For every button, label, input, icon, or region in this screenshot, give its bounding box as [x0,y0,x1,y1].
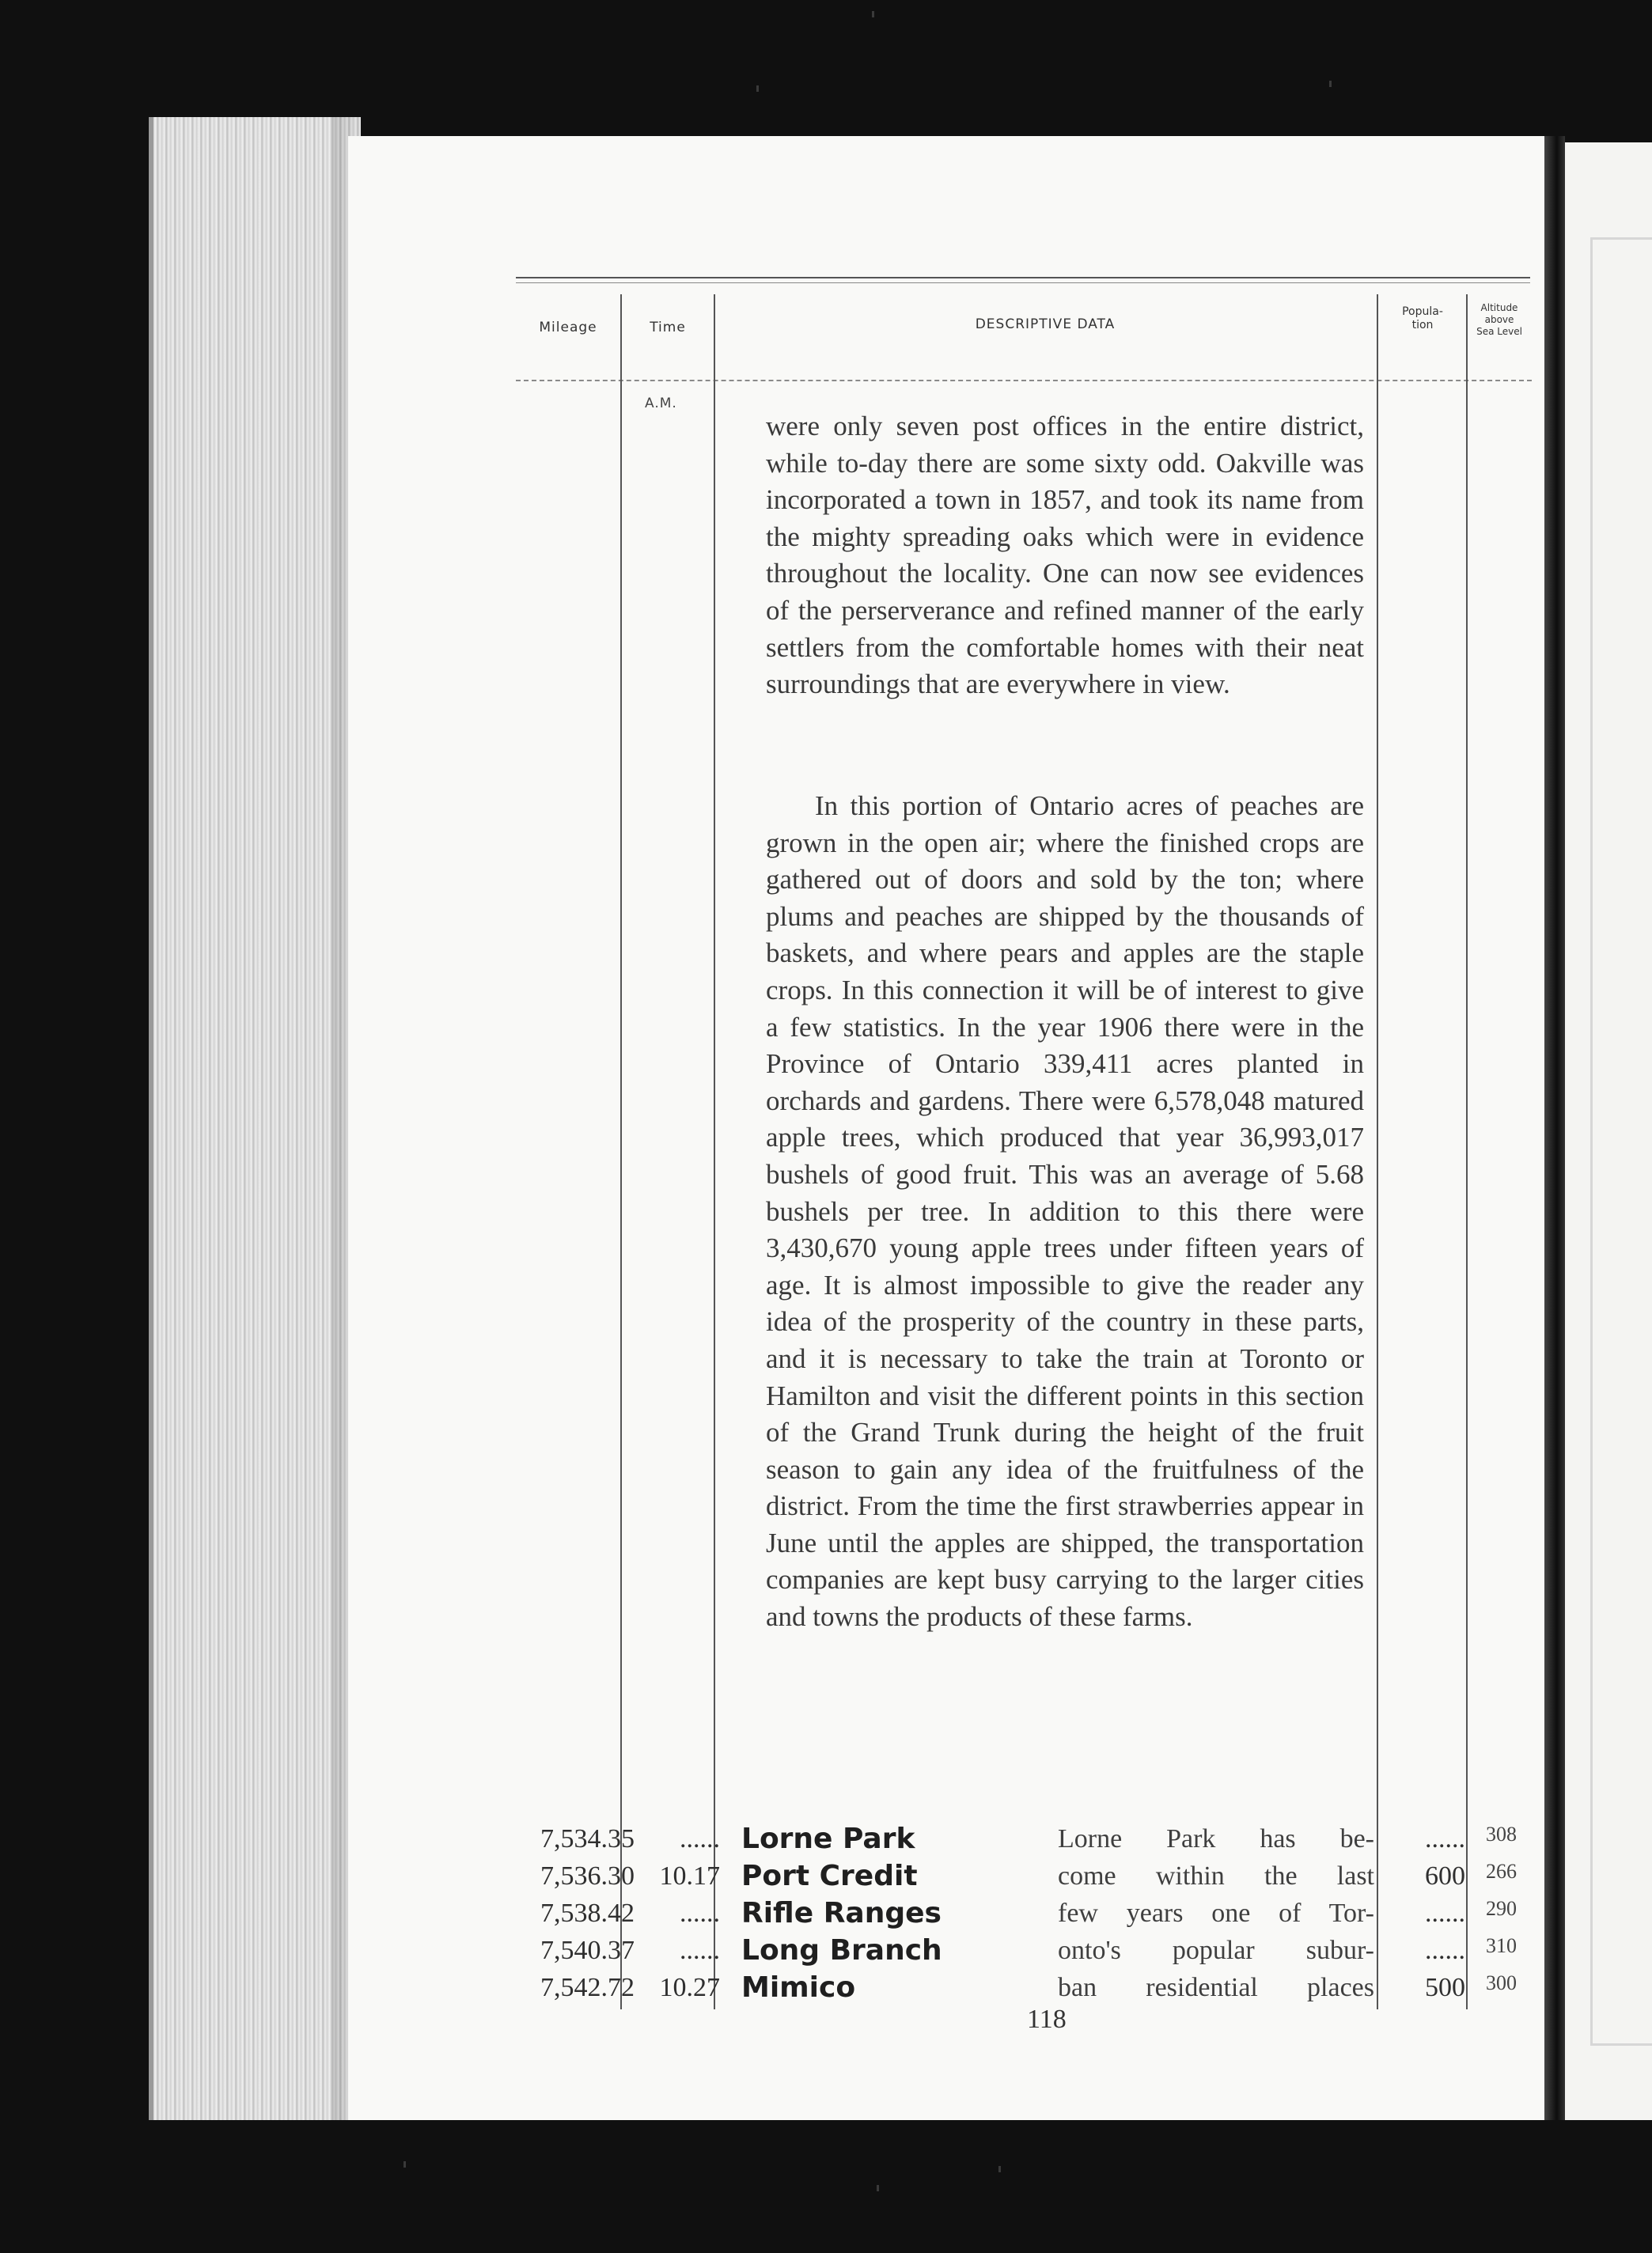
header-top-rule-thin [516,282,1530,283]
station-population: 600 [1425,1861,1465,1891]
station-time: 10.17 [659,1861,720,1891]
station-mileage: 7,542.72 [540,1973,635,2002]
column-rule-mileage-time [620,294,622,2009]
station-mileage: 7,534.35 [540,1824,635,1854]
station-row [0,1824,1551,1859]
facing-page-border [1590,237,1652,2046]
station-description: Lorne Park has be- [1058,1824,1374,1854]
station-name: Port Credit [741,1860,918,1892]
station-row [0,1936,1551,1971]
station-row [0,1861,1551,1896]
station-name: Lorne Park [741,1823,915,1855]
station-description: ban residential places [1058,1973,1374,2002]
description-paragraph: were only seven post offices in the entire district, while to-day there are some sixty odd. Oakville was incorporated a town in 1857, and took its name from the mighty spreading oaks which were in evidence throughout the locality. One can now see evidences of the perserverance and refined manner of the early settlers from the comfortable homes with their neat surroundings that are everywhere in view. [766,411,1364,700]
station-altitude: 310 [1486,1934,1517,1957]
book-gutter [1544,136,1565,2120]
header-altitude-line2: above [1484,314,1514,325]
station-description: few years one of Tor- [1058,1899,1374,1928]
header-altitude-line3: Sea Level [1476,326,1522,337]
description-paragraph: In this portion of Ontario acres of peaches are grown in the open air; where the finished crops are gathered out of doors and sold by the ton; where plums and peaches are shipped by the thousands of baskets, and where pears and apples are the staple crops. In this connection it will be of interest to give a few statistics. In the year 1906 there were in the Province of Ontario 339,411 acres planted in orchards and gardens. There were 6,578,048 matured apple trees, which produced that year 36,993,017 bushels of good fruit. This was an average of 5.68 bushels per tree. In addition to this there were 3,430,670 young apple trees under fifteen years of age. It is almost impossible to give the reader any idea of the prosperity of the country in these parts, and it is necessary to take the train at Toronto or Hamilton and visit the different points in this section of the Grand Trunk during the height of the fruit season to gain any idea of the fruitfulness of the district. From the time the first strawberries appear in June until the apples are shipped, the transportation companies are kept busy carrying to the larger cities and towns the products of these farms. [766,790,1364,1633]
station-mileage: 7,538.42 [540,1899,635,1928]
station-mileage: 7,536.30 [540,1861,635,1891]
column-rule-time-description [714,294,715,2009]
background-speck [756,85,759,92]
station-time: ...... [680,1899,720,1928]
background-speck [872,11,874,17]
station-name: Mimico [741,1971,856,2004]
station-altitude: 300 [1486,1971,1517,1994]
station-time: ...... [680,1824,720,1854]
station-population: ...... [1425,1824,1465,1854]
station-mileage: 7,540.37 [540,1936,635,1965]
header-mileage: Mileage [539,320,597,335]
header-bottom-rule [516,380,1532,381]
station-altitude: 290 [1486,1897,1517,1920]
station-time: 10.27 [659,1973,720,2002]
station-population: ...... [1425,1936,1465,1965]
station-name: Long Branch [741,1934,942,1967]
station-time: ...... [680,1936,720,1965]
column-rule-population-altitude [1466,294,1468,2009]
station-row [0,1973,1551,2008]
station-name: Rifle Ranges [741,1897,942,1929]
background-speck [1329,81,1332,87]
header-altitude-line1: Altitude [1480,302,1518,313]
header-top-rule [516,277,1530,278]
station-altitude: 266 [1486,1860,1517,1883]
header-population [1381,305,1464,332]
station-row [0,1899,1551,1933]
column-rule-description-population [1377,294,1378,2009]
background-speck [998,2166,1001,2172]
station-population: ...... [1425,1899,1465,1928]
page-stack-edge [149,117,361,2120]
page-number: 118 [1027,2005,1067,2034]
header-population-line2: tion [1411,319,1434,331]
station-description: come within the last [1058,1861,1374,1891]
header-time: Time [650,320,686,335]
station-altitude: 308 [1486,1823,1517,1846]
station-population: 500 [1425,1973,1465,2002]
header-descriptive-data: DESCRIPTIVE DATA [975,316,1116,332]
time-marker-am: A.M. [645,396,677,411]
background-speck [877,2185,879,2191]
header-population-line1: Popula- [1402,305,1443,318]
station-description: onto's popular subur- [1058,1936,1374,1965]
background-speck [404,2161,406,2168]
header-altitude [1468,302,1530,338]
